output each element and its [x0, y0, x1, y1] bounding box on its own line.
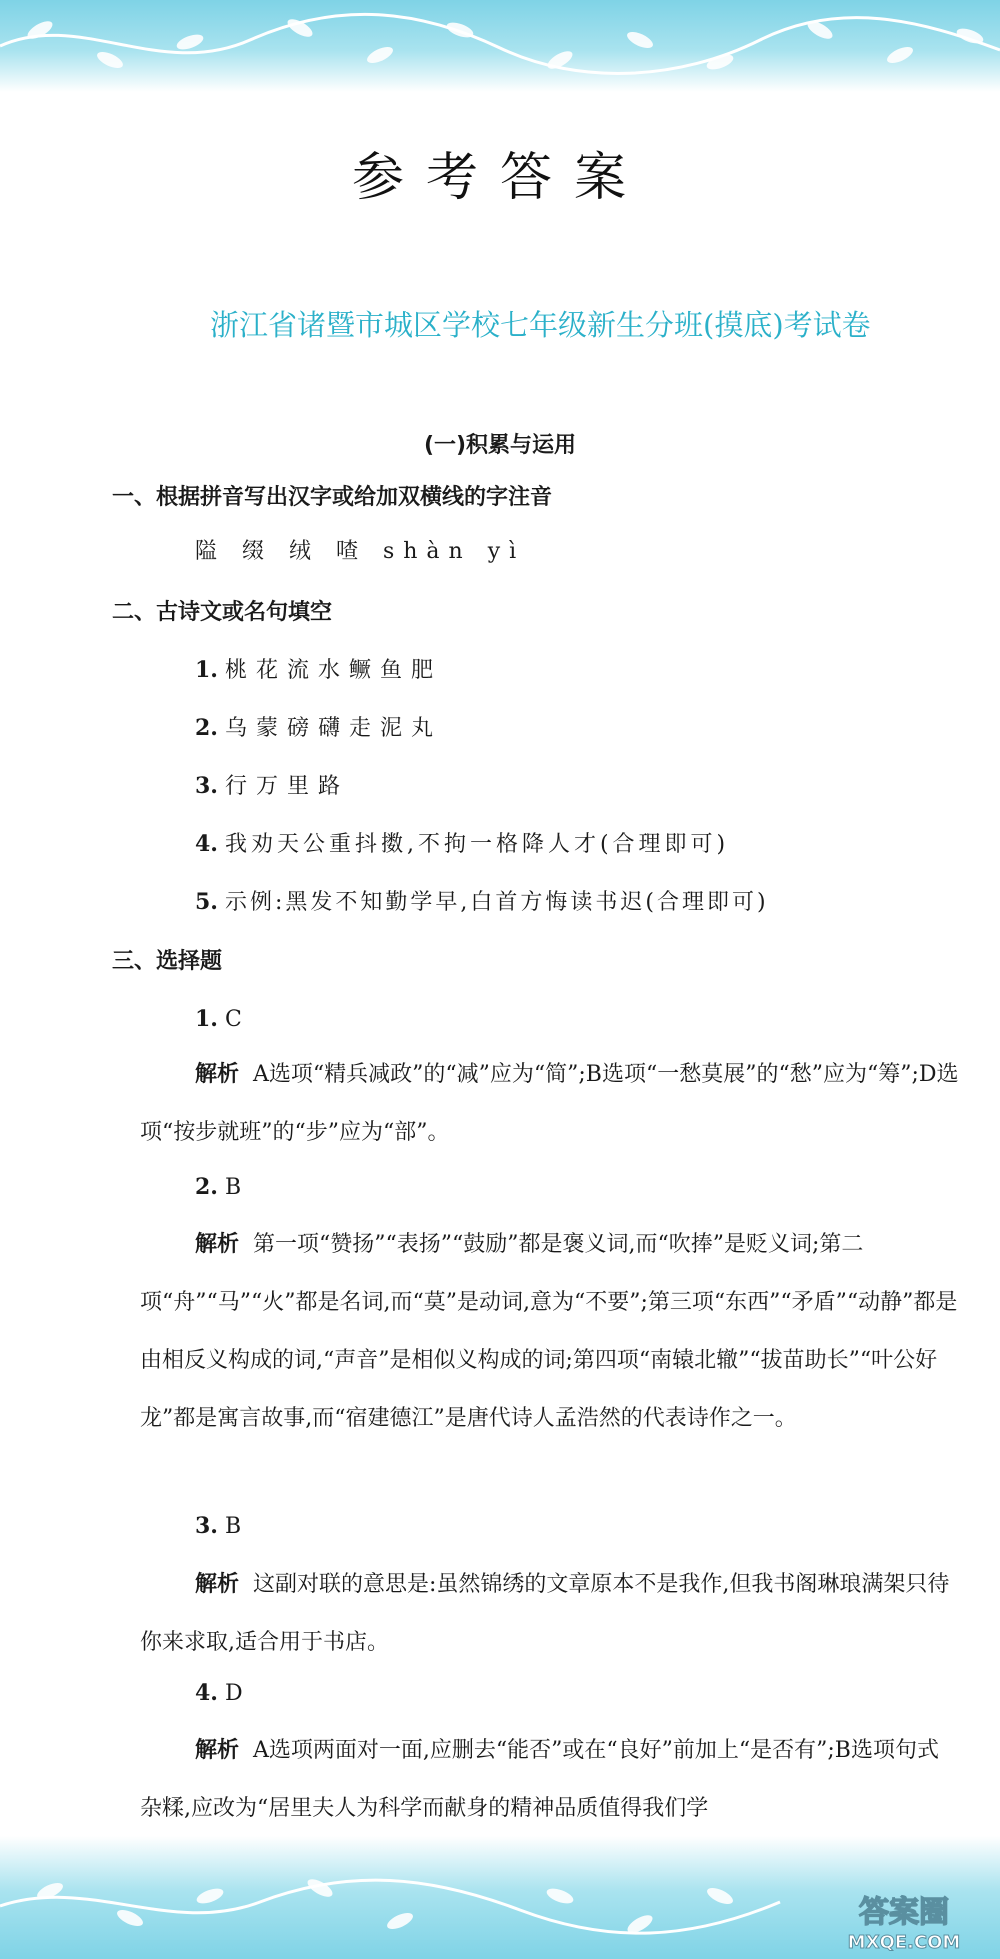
item-number: 3. — [195, 773, 218, 799]
svg-text:MXQE.COM: MXQE.COM — [847, 1932, 961, 1952]
answer-text: 隘 缀 绒 喳 shàn yì — [195, 539, 526, 564]
analysis-paragraph — [140, 1216, 960, 1448]
item-number: 3. — [195, 1513, 218, 1539]
item-number: 2. — [195, 715, 218, 741]
item-text: 行万里路 — [224, 774, 349, 799]
choice-answer — [195, 1678, 243, 1709]
analysis-paragraph — [140, 1556, 960, 1672]
item-number: 2. — [195, 1174, 218, 1200]
answer-letter: C — [224, 1007, 242, 1032]
analysis-text: A选项“精兵减政”的“减”应为“简”;B选项“一愁莫展”的“愁”应为“筹”;D选项“按步就班”的“步”应为“部”。 — [140, 1062, 959, 1145]
list-item — [195, 887, 769, 918]
question-heading-2: 二、古诗文或名句填空 — [112, 600, 333, 625]
analysis-label: 解析 — [195, 1738, 240, 1763]
answer-letter: D — [224, 1681, 243, 1706]
item-text: 我劝天公重抖擞,不拘一格降人才(合理即可) — [224, 832, 730, 857]
section-title: (一)积累与运用 — [423, 433, 577, 458]
analysis-text: A选项两面对一面,应删去“能否”或在“良好”前加上“是否有”;B选项句式杂糅,应改为“居里夫人为科学而献身的精神品质值得我们学 — [140, 1738, 939, 1821]
list-item — [195, 655, 442, 686]
analysis-label: 解析 — [195, 1572, 240, 1597]
exam-title: 浙江省诸暨市城区学校七年级新生分班(摸底)考试卷 — [210, 308, 871, 342]
item-text: 示例:黑发不知勤学早,白首方悔读书迟(合理即可) — [224, 890, 769, 915]
analysis-text: 这副对联的意思是:虽然锦绣的文章原本不是我作,但我书阁琳琅满架只待你来求取,适合用于书店。 — [140, 1572, 950, 1655]
analysis-label: 解析 — [195, 1232, 240, 1257]
item-number: 5. — [195, 889, 218, 915]
question-heading-3: 三、选择题 — [112, 949, 223, 974]
watermark-logo — [820, 1888, 988, 1952]
choice-answer — [195, 1511, 241, 1542]
analysis-paragraph — [140, 1046, 960, 1162]
item-number: 1. — [195, 1006, 218, 1032]
top-decorative-banner — [0, 0, 1000, 92]
item-number: 4. — [195, 1680, 218, 1706]
list-item — [195, 771, 349, 802]
analysis-text: 第一项“赞扬”“表扬”“鼓励”都是褒义词,而“吹捧”是贬义词;第二项“舟”“马”“火”都是名词,而“莫”是动词,意为“不要”;第三项“东西”“矛盾”“动静”都是由相反义构成的词,“声音”是相似义构成的词;第四项“南辕北辙”“拔苗助长”“叶公好龙”都是寓言故事,而“宿建德江”是唐代诗人孟浩然的代表诗作之一。 — [140, 1232, 958, 1431]
vine-decoration-icon — [0, 0, 1000, 92]
item-text: 乌蒙磅礴走泥丸 — [224, 716, 442, 741]
question-heading-1: 一、根据拼音写出汉字或给加双横线的字注音 — [112, 485, 553, 510]
svg-text:答案圈: 答案圈 — [859, 1895, 949, 1930]
item-text: 桃花流水鳜鱼肥 — [224, 658, 442, 683]
answer-letter: B — [224, 1175, 242, 1200]
list-item — [195, 829, 729, 860]
analysis-paragraph — [140, 1722, 960, 1838]
list-item — [195, 713, 442, 744]
item-number: 4. — [195, 831, 218, 857]
analysis-label: 解析 — [195, 1062, 240, 1087]
page-title: 参考答案 — [351, 148, 648, 208]
answer-letter: B — [224, 1514, 242, 1539]
choice-answer — [195, 1004, 242, 1035]
choice-answer — [195, 1172, 241, 1203]
item-number: 1. — [195, 657, 218, 683]
